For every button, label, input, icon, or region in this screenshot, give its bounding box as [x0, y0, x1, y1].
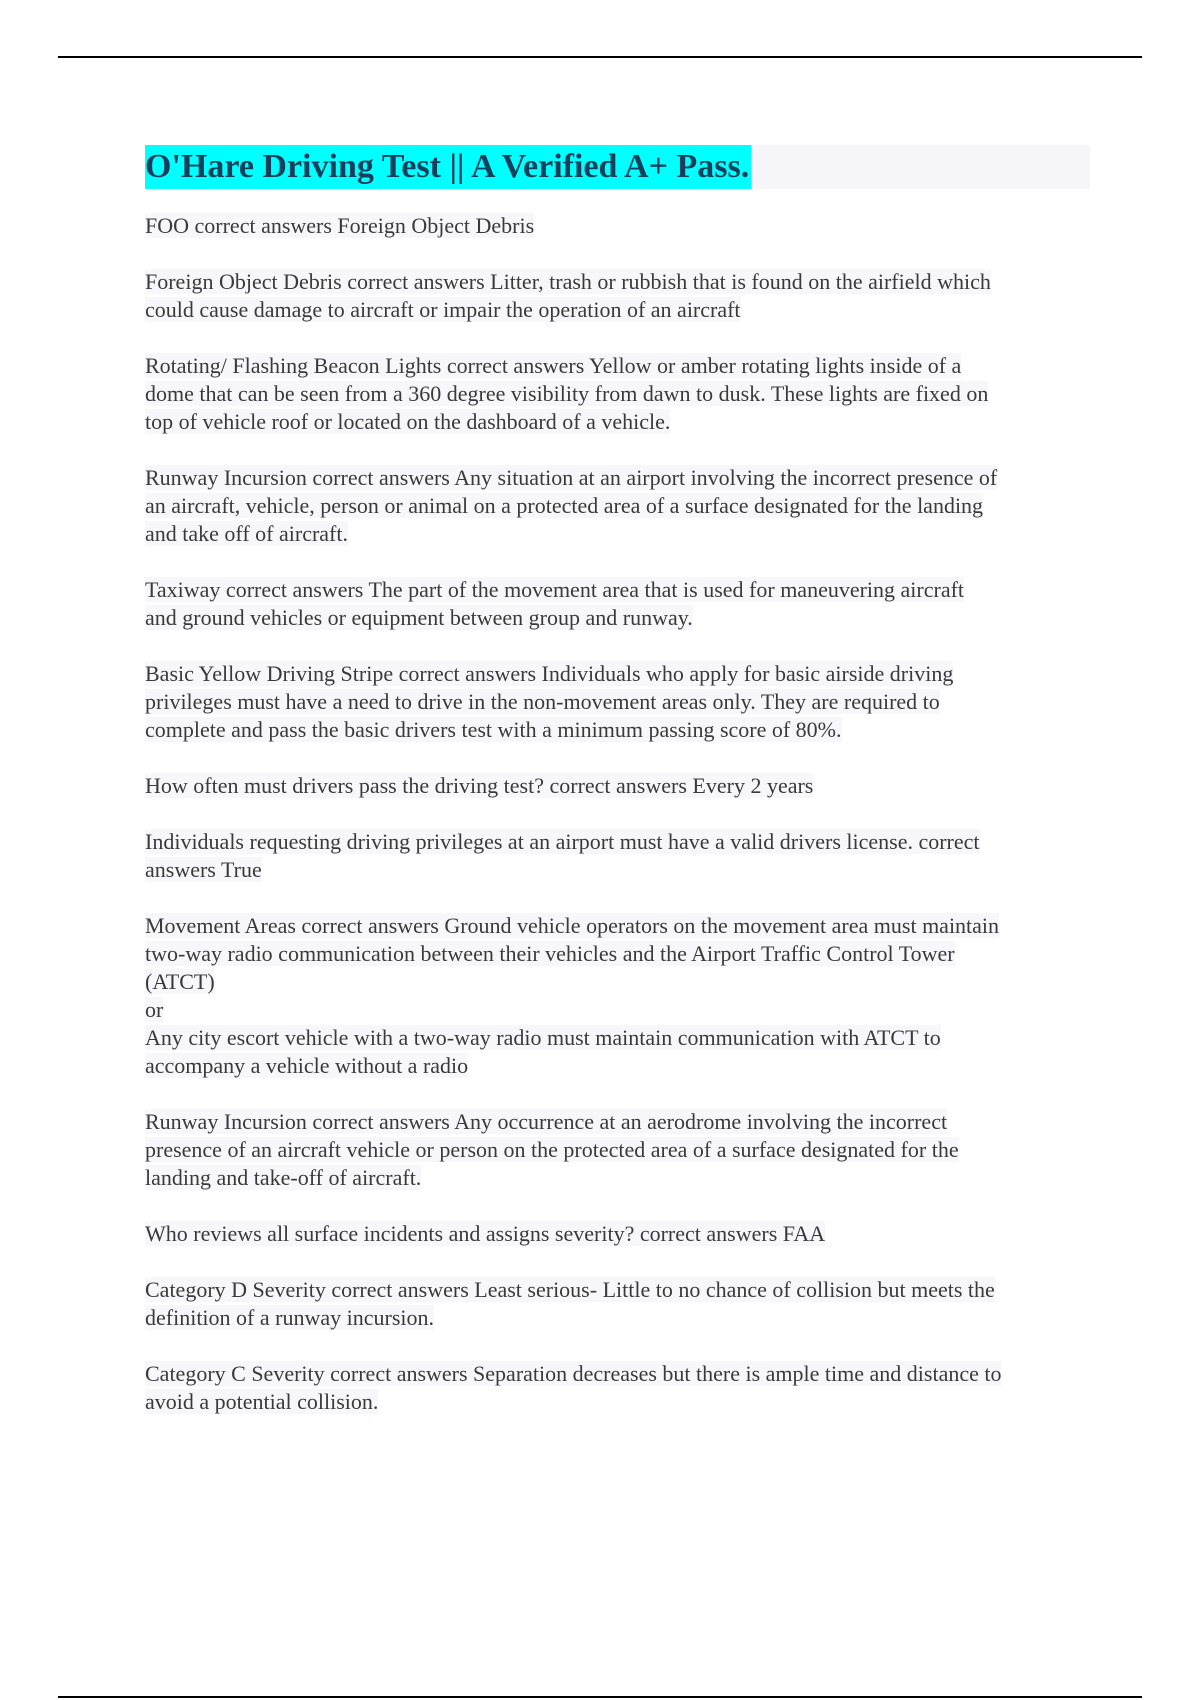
qa-entry [145, 660, 1090, 744]
qa-entry [145, 1220, 1090, 1248]
qa-entry-line [145, 520, 1090, 548]
qa-entry-text: or [145, 997, 164, 1022]
qa-entry-line [145, 268, 1090, 296]
qa-entry-line [145, 408, 1090, 436]
qa-entry [145, 772, 1090, 800]
qa-list [145, 212, 1090, 1416]
qa-entry [145, 1108, 1090, 1192]
footer-rule [58, 1696, 1142, 1698]
qa-entry-text: FOO correct answers Foreign Object Debris [145, 213, 535, 238]
qa-entry [145, 268, 1090, 324]
qa-entry [145, 576, 1090, 632]
qa-entry-text: How often must drivers pass the driving test? correct answers Every 2 years [145, 773, 814, 798]
qa-entry-line [145, 1276, 1090, 1304]
qa-entry-text: Taxiway correct answers The part of the movement area that is used for maneuvering aircraft [145, 577, 965, 602]
header-rule [58, 56, 1142, 58]
qa-entry-line [145, 1024, 1090, 1052]
qa-entry-text: Who reviews all surface incidents and assigns severity? correct answers FAA [145, 1221, 826, 1246]
qa-entry-text: landing and take-off of aircraft. [145, 1165, 422, 1190]
qa-entry-text: (ATCT) [145, 969, 215, 994]
qa-entry-text: Runway Incursion correct answers Any situation at an airport involving the incorrect presence of [145, 465, 998, 490]
qa-entry-line [145, 1304, 1090, 1332]
qa-entry-text: Category D Severity correct answers Least serious- Little to no chance of collision but meets the [145, 1277, 995, 1302]
document-body [145, 145, 1090, 1444]
qa-entry-line [145, 1360, 1090, 1388]
qa-entry-text: Movement Areas correct answers Ground vehicle operators on the movement area must maintain [145, 913, 1000, 938]
qa-entry [145, 352, 1090, 436]
qa-entry-text: avoid a potential collision. [145, 1389, 379, 1414]
qa-entry-text: Individuals requesting driving privileges at an airport must have a valid drivers license. correct [145, 829, 980, 854]
qa-entry-text: Foreign Object Debris correct answers Litter, trash or rubbish that is found on the airfield which [145, 269, 991, 294]
qa-entry-line [145, 1052, 1090, 1080]
qa-entry-text: and take off of aircraft. [145, 521, 348, 546]
qa-entry-line [145, 968, 1090, 996]
qa-entry-text: answers True [145, 857, 262, 882]
qa-entry-text: and ground vehicles or equipment between group and runway. [145, 605, 693, 630]
qa-entry-text: top of vehicle roof or located on the dashboard of a vehicle. [145, 409, 671, 434]
qa-entry-line [145, 464, 1090, 492]
qa-entry-text: an aircraft, vehicle, person or animal on a protected area of a surface designated for the landing [145, 493, 984, 518]
qa-entry-text: Runway Incursion correct answers Any occurrence at an aerodrome involving the incorrect [145, 1109, 948, 1134]
qa-entry-line [145, 296, 1090, 324]
qa-entry-text: complete and pass the basic drivers test with a minimum passing score of 80%. [145, 717, 842, 742]
qa-entry-line [145, 1108, 1090, 1136]
qa-entry-line [145, 716, 1090, 744]
qa-entry-line [145, 940, 1090, 968]
qa-entry-line [145, 688, 1090, 716]
qa-entry-line [145, 828, 1090, 856]
qa-entry-line [145, 912, 1090, 940]
qa-entry-line [145, 352, 1090, 380]
qa-entry-text: definition of a runway incursion. [145, 1305, 434, 1330]
qa-entry-line [145, 212, 1090, 240]
qa-entry-text: two-way radio communication between their vehicles and the Airport Traffic Control Tower [145, 941, 955, 966]
qa-entry-line [145, 576, 1090, 604]
qa-entry-text: Basic Yellow Driving Stripe correct answers Individuals who apply for basic airside driving [145, 661, 954, 686]
qa-entry-text: presence of an aircraft vehicle or person on the protected area of a surface designated for the [145, 1137, 959, 1162]
qa-entry [145, 212, 1090, 240]
qa-entry-line [145, 1220, 1090, 1248]
qa-entry-line [145, 380, 1090, 408]
qa-entry [145, 828, 1090, 884]
qa-entry-text: accompany a vehicle without a radio [145, 1053, 469, 1078]
qa-entry-text: Any city escort vehicle with a two-way radio must maintain communication with ATCT to [145, 1025, 941, 1050]
qa-entry-text: Category C Severity correct answers Separation decreases but there is ample time and distance to [145, 1361, 1002, 1386]
qa-entry-line [145, 772, 1090, 800]
qa-entry-line [145, 1164, 1090, 1192]
qa-entry-line [145, 492, 1090, 520]
qa-entry-line [145, 1388, 1090, 1416]
qa-entry-text: dome that can be seen from a 360 degree visibility from dawn to dusk. These lights are fixed on [145, 381, 989, 406]
qa-entry-text: could cause damage to aircraft or impair the operation of an aircraft [145, 297, 741, 322]
title-row [145, 145, 1090, 189]
qa-entry [145, 464, 1090, 548]
qa-entry [145, 1360, 1090, 1416]
qa-entry-line [145, 1136, 1090, 1164]
qa-entry-line [145, 996, 1090, 1024]
qa-entry-text: privileges must have a need to drive in the non-movement areas only. They are required to [145, 689, 940, 714]
qa-entry-line [145, 604, 1090, 632]
qa-entry [145, 912, 1090, 1080]
document-title: O'Hare Driving Test || A Verified A+ Pass. [145, 145, 751, 189]
qa-entry [145, 1276, 1090, 1332]
qa-entry-text: Rotating/ Flashing Beacon Lights correct answers Yellow or amber rotating lights inside of a [145, 353, 962, 378]
qa-entry-line [145, 856, 1090, 884]
qa-entry-line [145, 660, 1090, 688]
